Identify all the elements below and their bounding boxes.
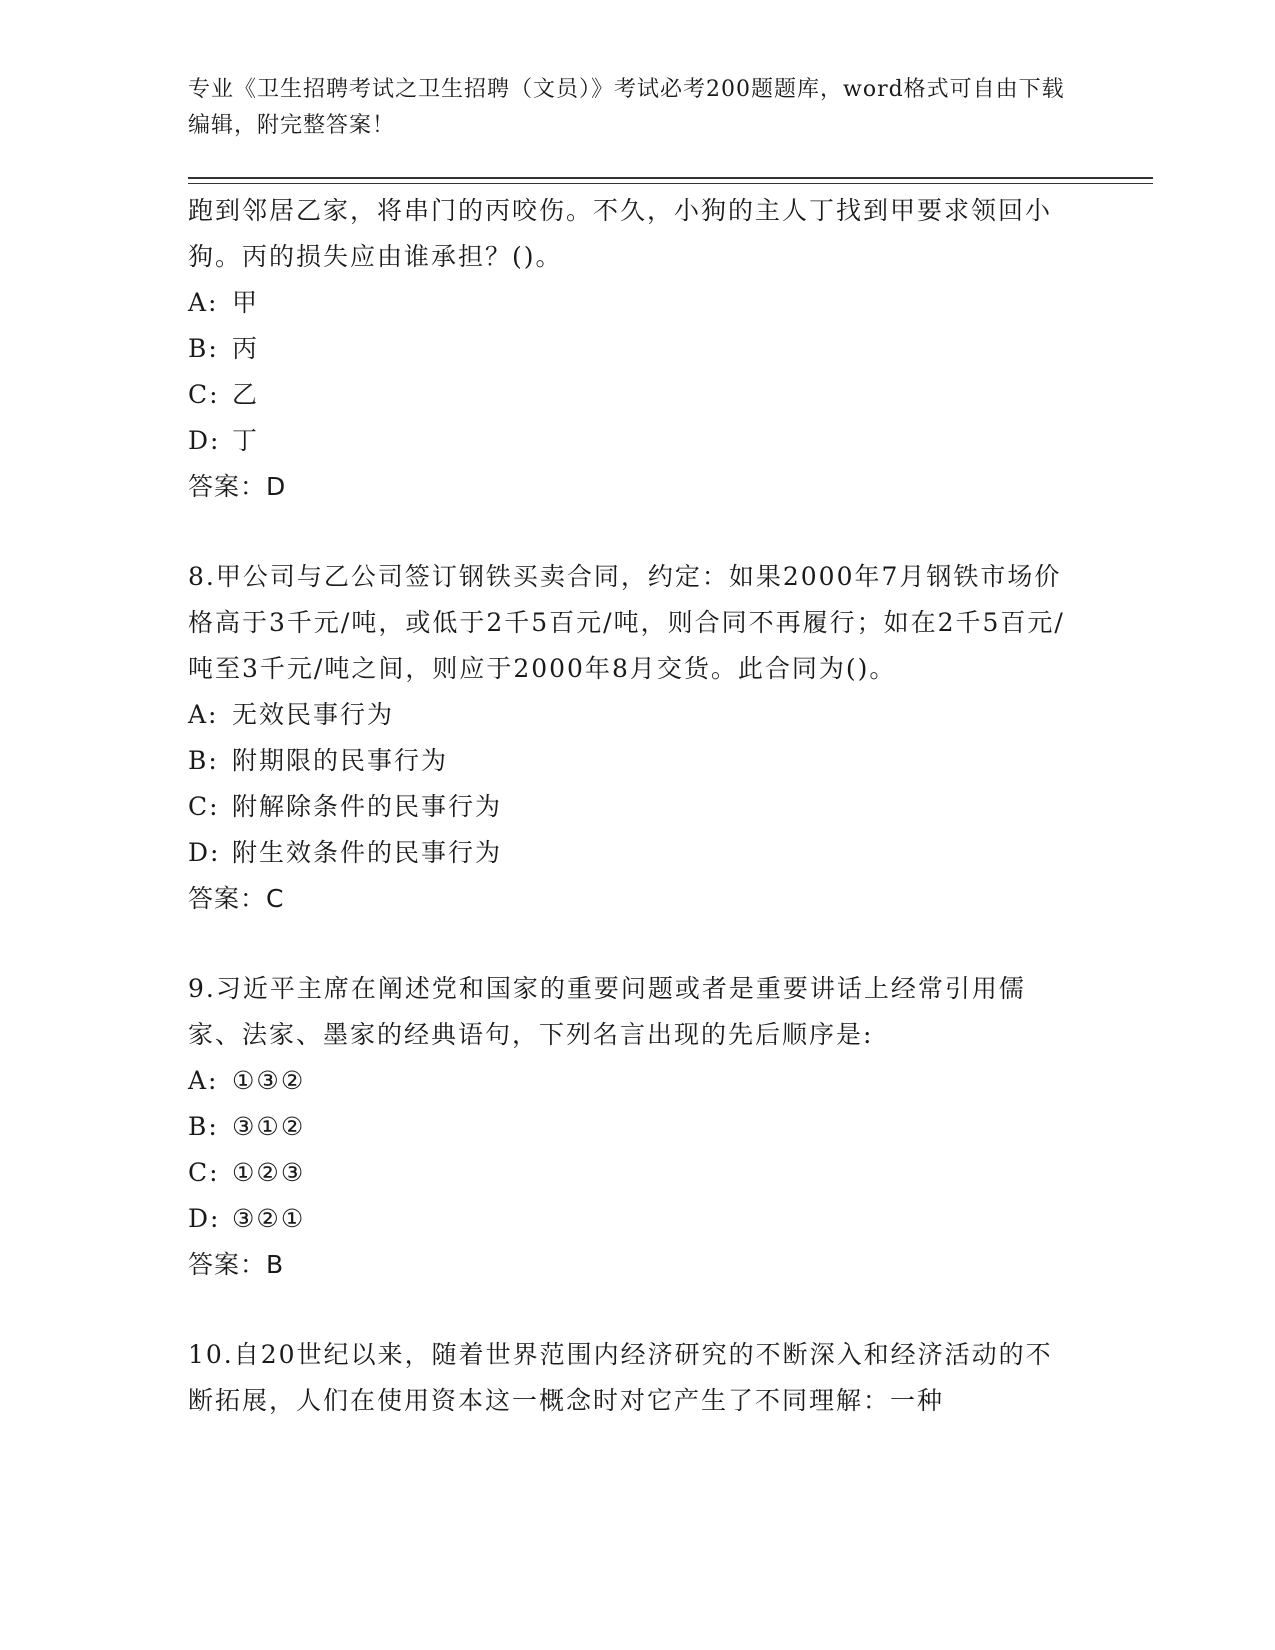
- option-key: A:: [188, 700, 219, 729]
- option-text: 附生效条件的民事行为: [232, 838, 503, 867]
- option-text: 附期限的民事行为: [232, 746, 449, 775]
- option-key: C:: [188, 1158, 220, 1187]
- option-text: 乙: [232, 380, 260, 409]
- question-list: [188, 188, 1078, 1468]
- option-c: [188, 372, 1078, 418]
- option-text: ③②①: [232, 1204, 306, 1233]
- option-text: 甲: [232, 288, 260, 317]
- document-header: 专业《卫生招聘考试之卫生招聘（文员）》考试必考200题题库，word格式可自由下载编辑，附完整答案！: [188, 77, 1065, 138]
- option-key: B:: [188, 746, 219, 775]
- option-text: ③①②: [232, 1112, 306, 1141]
- option-key: B:: [188, 1112, 219, 1141]
- answer: 答案：C: [188, 884, 285, 913]
- option-d: [188, 1196, 1078, 1242]
- option-a: [188, 1058, 1078, 1104]
- option-key: A:: [188, 288, 219, 317]
- option-a: [188, 692, 1078, 738]
- option-d: [188, 830, 1078, 876]
- option-d: [188, 418, 1078, 464]
- option-c: [188, 1150, 1078, 1196]
- header-rule-thin: [188, 183, 1153, 184]
- option-c: [188, 784, 1078, 830]
- answer: 答案：D: [188, 472, 287, 501]
- header-rule-thick: [188, 177, 1153, 179]
- question-text: 10.自20世纪以来，随着世界范围内经济研究的不断深入和经济活动的不断拓展，人们在使用资本这一概念时对它产生了不同理解：一种: [188, 1340, 1053, 1415]
- option-a: [188, 280, 1078, 326]
- option-text: ①②③: [232, 1158, 306, 1187]
- option-text: 附解除条件的民事行为: [232, 792, 503, 821]
- question-text: 8.甲公司与乙公司签订钢铁买卖合同，约定：如果2000年7月钢铁市场价格高于3千元/吨，或低于2千5百元/吨，则合同不再履行；如在2千5百元/吨至3千元/吨之间，则应于2000年8月交货。此合同为()。: [188, 562, 1065, 683]
- question-block: [188, 966, 1078, 1288]
- option-text: ①③②: [232, 1066, 306, 1095]
- option-text: 丙: [232, 334, 260, 363]
- question-text: 9.习近平主席在阐述党和国家的重要问题或者是重要讲话上经常引用儒家、法家、墨家的经典语句，下列名言出现的先后顺序是:: [188, 974, 1026, 1049]
- option-key: D:: [188, 838, 221, 867]
- option-key: C:: [188, 792, 220, 821]
- option-key: C:: [188, 380, 220, 409]
- option-key: B:: [188, 334, 219, 363]
- option-key: D:: [188, 426, 221, 455]
- option-key: A:: [188, 1066, 219, 1095]
- question-block: [188, 1332, 1078, 1424]
- question-text: 跑到邻居乙家，将串门的丙咬伤。不久，小狗的主人丁找到甲要求领回小狗。丙的损失应由谁承担？()。: [188, 196, 1053, 271]
- question-block: [188, 554, 1078, 922]
- option-b: [188, 738, 1078, 784]
- question-block: [188, 188, 1078, 510]
- option-text: 丁: [232, 426, 260, 455]
- option-key: D:: [188, 1204, 221, 1233]
- option-b: [188, 326, 1078, 372]
- option-b: [188, 1104, 1078, 1150]
- option-text: 无效民事行为: [232, 700, 395, 729]
- answer: 答案：B: [188, 1250, 285, 1279]
